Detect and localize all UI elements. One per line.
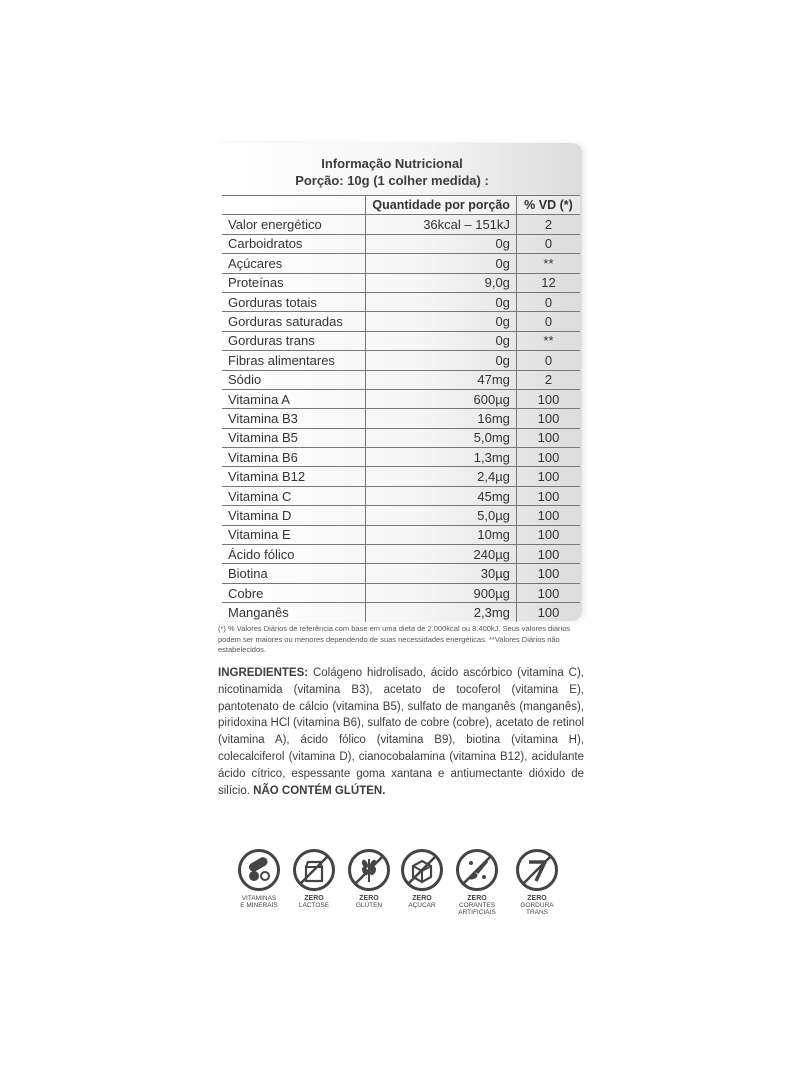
header-blank-cell [222, 196, 366, 215]
badge-zero-trans-fat [509, 848, 565, 916]
nutrient-name: Vitamina B12 [222, 467, 366, 486]
nutrient-vd: 100 [516, 583, 580, 602]
daily-value-footnote: (*) % Valores Diários de referência com base em uma dieta de 2.000kcal ou 8.400kJ. Seus valores diários podem ser maiores ou menores dependendo de suas necessidades energéticas. **Valores Diários não estabelecidos. [218, 624, 571, 655]
nutrient-vd: ** [516, 331, 580, 350]
nutrient-quantity: 36kcal – 151kJ [366, 215, 517, 234]
table-row [222, 351, 580, 370]
nutrient-vd: 2 [516, 370, 580, 389]
badge-line-1: CORANTES [458, 902, 496, 909]
nutrient-vd: 100 [516, 545, 580, 564]
paint-brush-icon [455, 848, 499, 892]
trans-fat-icon [515, 848, 559, 892]
nutrition-table-body [222, 215, 580, 622]
nutrient-name: Gorduras saturadas [222, 312, 366, 331]
nutrient-name: Carboidratos [222, 234, 366, 253]
header-quantity: Quantidade por porção [366, 196, 517, 215]
badge-zero-gluten [345, 848, 393, 909]
header-vd: % VD (*) [516, 196, 580, 215]
badge-zero-lactose [290, 848, 338, 909]
nutrient-quantity: 600µg [366, 389, 517, 408]
nutrient-vd: ** [516, 254, 580, 273]
table-row [222, 428, 580, 447]
badge-line-1: LACTOSE [298, 902, 330, 909]
table-row [222, 273, 580, 292]
gluten-statement: NÃO CONTÉM GLÚTEN. [253, 784, 386, 797]
table-row [222, 486, 580, 505]
nutrient-vd: 100 [516, 486, 580, 505]
nutrient-quantity: 5,0mg [366, 428, 517, 447]
nutrient-quantity: 0g [366, 312, 517, 331]
ingredients-label: INGREDIENTES: [218, 667, 309, 679]
nutrient-quantity: 1,3mg [366, 448, 517, 467]
table-row [222, 331, 580, 350]
nutrient-name: Vitamina B6 [222, 448, 366, 467]
nutrient-vd: 12 [516, 273, 580, 292]
nutrient-quantity: 2,4µg [366, 467, 517, 486]
milk-carton-icon [292, 848, 336, 892]
nutrient-name: Vitamina C [222, 486, 366, 505]
badge-line-1: AÇÚCAR [408, 902, 436, 909]
table-row [222, 583, 580, 602]
table-row [222, 370, 580, 389]
nutrient-vd: 0 [516, 234, 580, 253]
nutrient-name: Vitamina D [222, 506, 366, 525]
table-row [222, 409, 580, 428]
nutrient-quantity: 0g [366, 351, 517, 370]
wheat-icon [347, 848, 391, 892]
nutrient-quantity: 16mg [366, 409, 517, 428]
nutrient-quantity: 2,3mg [366, 603, 517, 622]
badge-zero-sugar [398, 848, 446, 909]
nutrient-name: Proteínas [222, 273, 366, 292]
badge-zero-artificial-colors [453, 848, 501, 916]
nutrient-name: Açúcares [222, 254, 366, 273]
nutrient-vd: 0 [516, 312, 580, 331]
nutrient-quantity: 45mg [366, 486, 517, 505]
nutrient-name: Vitamina B3 [222, 409, 366, 428]
badge-zero-text: ZERO [527, 895, 547, 902]
nutrition-panel-title [222, 155, 562, 189]
table-row [222, 545, 580, 564]
nutrient-name: Sódio [222, 370, 366, 389]
sugar-cube-icon [400, 848, 444, 892]
badge-line-1: GORDURA TRANS [520, 902, 554, 916]
nutrient-quantity: 5,0µg [366, 506, 517, 525]
nutrient-vd: 0 [516, 351, 580, 370]
nutrient-vd: 100 [516, 428, 580, 447]
nutrient-quantity: 0g [366, 292, 517, 311]
nutrient-vd: 100 [516, 389, 580, 408]
badge-zero-text: ZERO [359, 895, 379, 902]
table-row [222, 506, 580, 525]
nutrient-name: Vitamina E [222, 525, 366, 544]
badge-zero-text: ZERO [467, 895, 487, 902]
badge-zero-text: ZERO [412, 895, 432, 902]
nutrient-vd: 100 [516, 409, 580, 428]
table-row [222, 254, 580, 273]
badge-line-1: VITAMINAS [241, 895, 277, 902]
nutrient-vd: 100 [516, 603, 580, 622]
nutrient-quantity: 10mg [366, 525, 517, 544]
ingredients-paragraph [218, 665, 584, 799]
nutrient-quantity: 0g [366, 234, 517, 253]
nutrient-name: Gorduras totais [222, 292, 366, 311]
nutrient-quantity: 30µg [366, 564, 517, 583]
product-claims-badges [235, 848, 565, 938]
nutrient-vd: 100 [516, 467, 580, 486]
nutrient-vd: 100 [516, 564, 580, 583]
table-row [222, 389, 580, 408]
nutrition-table [222, 195, 580, 622]
nutrient-quantity: 47mg [366, 370, 517, 389]
title-line-1: Informação Nutricional [321, 156, 463, 171]
nutrient-quantity: 240µg [366, 545, 517, 564]
badge-line-2: ARTIFICIAIS [458, 909, 496, 916]
nutrient-vd: 0 [516, 292, 580, 311]
table-row [222, 448, 580, 467]
table-row [222, 312, 580, 331]
nutrient-name: Fibras alimentares [222, 351, 366, 370]
nutrient-quantity: 900µg [366, 583, 517, 602]
ingredients-text: Colágeno hidrolisado, ácido ascórbico (vitamina C), nicotinamida (vitamina B3), acetato de tocoferol (vitamina E), pantotenato de cálcio (vitamina B5), sulfato de manganês (manganês), piridoxina HCl (vitamina B6), sulfato de cobre (cobre), acetato de retinol (vitamina A), ácido fólico (vitamina B9), biotina (vitamina H), colecalciferol (vitamina D), cianocobalamina (vitamina B12), acidulante ácido cítrico, espessante goma xantana e antiumectante dióxido de silício. [218, 667, 584, 797]
table-row [222, 564, 580, 583]
table-header-row [222, 196, 580, 215]
nutrient-name: Gorduras trans [222, 331, 366, 350]
badge-zero-text: ZERO [304, 895, 324, 902]
badge-line-2: E MINERAIS [240, 902, 278, 909]
table-row [222, 603, 580, 622]
table-row [222, 234, 580, 253]
pills-icon [237, 848, 281, 892]
nutrient-name: Vitamina B5 [222, 428, 366, 447]
table-row [222, 525, 580, 544]
nutrient-name: Cobre [222, 583, 366, 602]
nutrient-name: Manganês [222, 603, 366, 622]
nutrient-quantity: 0g [366, 331, 517, 350]
nutrient-name: Ácido fólico [222, 545, 366, 564]
nutrient-vd: 100 [516, 506, 580, 525]
nutrient-name: Vitamina A [222, 389, 366, 408]
title-line-2: Porção: 10g (1 colher medida) : [295, 173, 489, 188]
badge-line-1: GLÚTEN [355, 902, 383, 909]
nutrient-vd: 2 [516, 215, 580, 234]
table-row [222, 292, 580, 311]
nutrient-name: Biotina [222, 564, 366, 583]
nutrient-name: Valor energético [222, 215, 366, 234]
table-row [222, 467, 580, 486]
badge-vitamins-minerals [235, 848, 283, 909]
nutrient-vd: 100 [516, 448, 580, 467]
nutrient-vd: 100 [516, 525, 580, 544]
table-row [222, 215, 580, 234]
nutrient-quantity: 0g [366, 254, 517, 273]
nutrient-quantity: 9,0g [366, 273, 517, 292]
